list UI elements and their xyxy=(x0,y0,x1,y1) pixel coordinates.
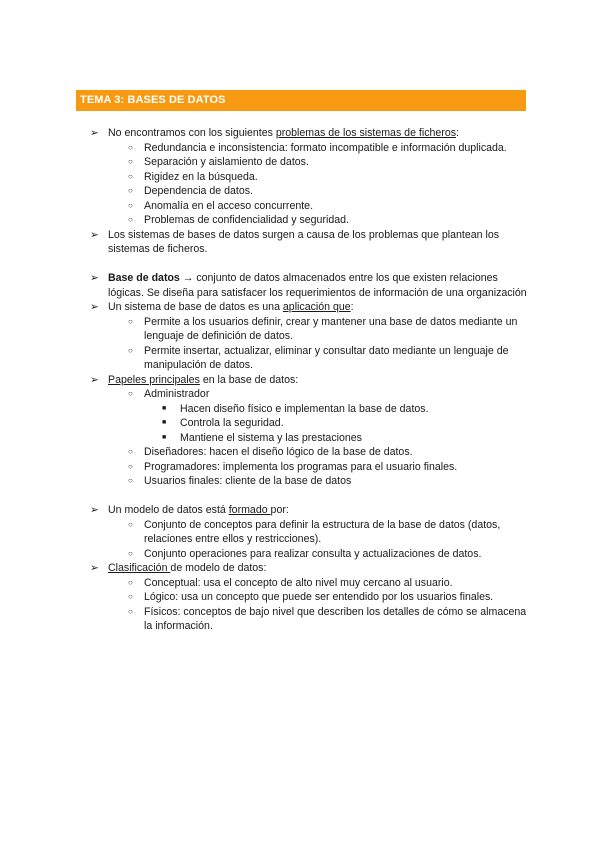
document-body xyxy=(90,126,530,634)
sub-sub-bullet-item: ■ Hacen diseño físico e implementan la base de datos. xyxy=(162,402,429,415)
arrow-bullet-icon: ➢ xyxy=(90,562,99,574)
sub-bullet-item: ○ Lógico: usa un concepto que puede ser entendido por los usuarios finales. xyxy=(128,591,494,603)
sub-sub-bullet-item: ■ Mantiene el sistema y las prestaciones xyxy=(162,431,362,444)
circle-bullet-icon: ○ xyxy=(128,186,133,195)
circle-bullet-icon: ○ xyxy=(128,200,133,210)
circle-bullet-icon: ○ xyxy=(128,461,133,471)
bullet-item: ➢ Un sistema de base de datos es una aplicación que: xyxy=(90,301,354,313)
sub-bullet-item: ○ Físicos: conceptos de bajo nivel que describen los detalles de cómo se almacena la información. xyxy=(128,605,527,632)
bullet-item: ➢ Base de datos → conjunto de datos almacenados entre los que existen relaciones lógicas. Se diseña para satisfacer los requerimientos de información de una organización xyxy=(90,272,527,299)
sub-bullet-item: ○ Separación y aislamiento de datos. xyxy=(128,156,309,168)
circle-bullet-icon: ○ xyxy=(128,606,133,616)
circle-bullet-icon: ○ xyxy=(128,389,133,398)
arrow-bullet-icon: ➢ xyxy=(90,272,99,284)
sub-bullet-item: ○ Programadores: implementa los programas para el usuario finales. xyxy=(128,460,458,473)
sub-bullet-item: ○ Permite a los usuarios definir, crear y mantener una base de datos mediante un lenguaje de definición de datos. xyxy=(128,315,518,342)
sub-bullet-item: ○ Conjunto de conceptos para definir la estructura de la base de datos (datos, relaciones entre ellos y restricciones). xyxy=(128,518,501,545)
sub-bullet-item: ○ Conceptual: usa el concepto de alto nivel muy cercano al usuario. xyxy=(128,576,453,589)
sub-sub-bullet-item: ■ Controla la seguridad. xyxy=(162,417,284,429)
circle-bullet-icon: ○ xyxy=(128,447,133,456)
sub-bullet-item: ○ Dependencia de datos. xyxy=(128,185,253,197)
circle-bullet-icon: ○ xyxy=(128,142,133,152)
circle-bullet-icon: ○ xyxy=(128,519,133,529)
circle-bullet-icon: ○ xyxy=(128,157,133,166)
bullet-item: ➢ Un modelo de datos está formado por: xyxy=(90,504,289,516)
square-bullet-icon: ■ xyxy=(162,433,167,441)
sub-bullet-item: ○ Permite insertar, actualizar, eliminar y consultar dato mediante un lenguaje de manipulación de datos. xyxy=(128,344,509,371)
sub-bullet-item: ○ Usuarios finales: cliente de la base de datos xyxy=(128,475,352,487)
circle-bullet-icon: ○ xyxy=(128,171,133,181)
sub-bullet-item: ○ Anomalía en el acceso concurrente. xyxy=(128,199,314,212)
square-bullet-icon: ■ xyxy=(162,419,167,426)
sub-bullet-item: ○ Diseñadores: hacen el diseño lógico de la base de datos. xyxy=(128,446,413,458)
square-bullet-icon: ■ xyxy=(162,404,167,412)
circle-bullet-icon: ○ xyxy=(128,592,133,601)
circle-bullet-icon: ○ xyxy=(128,476,133,485)
arrow-bullet-icon: ➢ xyxy=(90,228,99,241)
circle-bullet-icon: ○ xyxy=(128,548,133,558)
sub-bullet-item: ○ Problemas de confidencialidad y seguridad. xyxy=(128,214,349,226)
sub-bullet-item: ○ Administrador xyxy=(128,388,210,400)
circle-bullet-icon: ○ xyxy=(128,316,133,326)
sub-bullet-item: ○ Redundancia e inconsistencia: formato incompatible e información duplicada. xyxy=(128,141,507,154)
circle-bullet-icon: ○ xyxy=(128,577,133,587)
bullet-item: ➢ No encontramos con los siguientes problemas de los sistemas de ficheros: xyxy=(90,127,459,139)
arrow-bullet-icon: ➢ xyxy=(90,373,99,386)
arrow-bullet-icon: ➢ xyxy=(90,127,99,139)
arrow-bullet-icon: ➢ xyxy=(90,504,99,516)
sub-bullet-item: ○ Rigidez en la búsqueda. xyxy=(128,170,258,183)
section-title: TEMA 3: BASES DE DATOS xyxy=(80,94,226,106)
circle-bullet-icon: ○ xyxy=(128,215,133,224)
sub-bullet-item: ○ Conjunto operaciones para realizar consulta y actualizaciones de datos. xyxy=(128,547,482,560)
circle-bullet-icon: ○ xyxy=(128,345,133,355)
arrow-bullet-icon: ➢ xyxy=(90,301,99,313)
bullet-item: ➢ Papeles principales en la base de datos: xyxy=(90,373,299,386)
bullet-item: ➢ Clasificación de modelo de datos: xyxy=(90,562,267,574)
bullet-item: ➢ Los sistemas de bases de datos surgen a causa de los problemas que plantean los sistemas de ficheros. xyxy=(90,228,500,255)
section-header xyxy=(76,90,526,111)
